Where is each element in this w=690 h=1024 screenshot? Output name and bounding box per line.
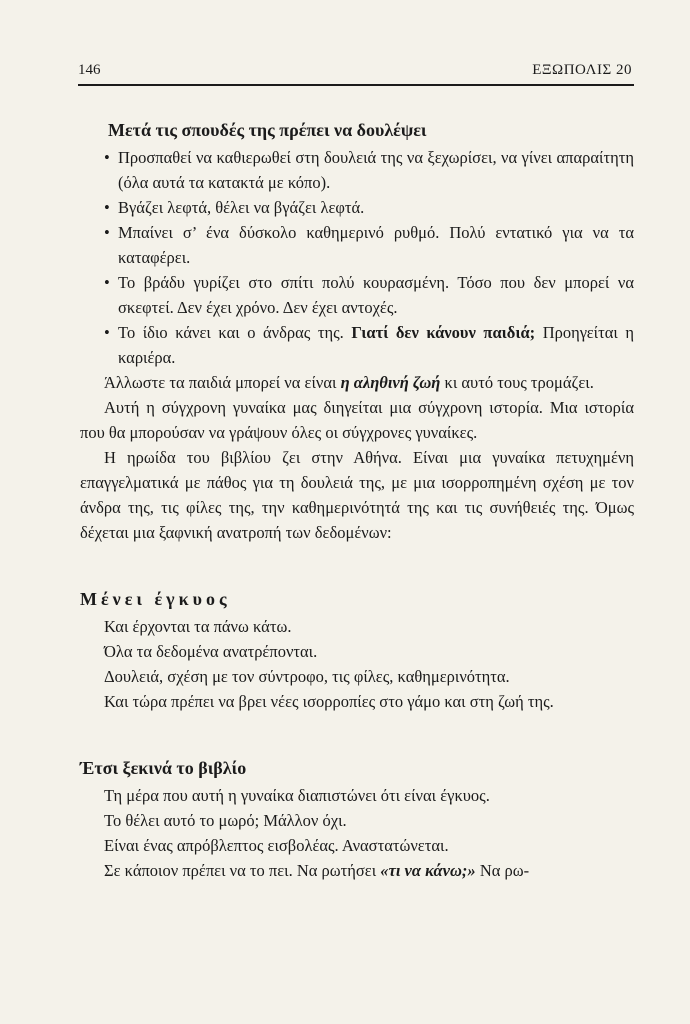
paragraph: Άλλωστε τα παιδιά μπορεί να είναι η αληθινή ζωή κι αυτό τους τρομάζει. [104, 373, 594, 392]
running-title: ΕΞΩΠΟΛΙΣ 20 [532, 62, 632, 78]
section-heading-studies: Μετά τις σπουδές της πρέπει να δουλέψει [108, 120, 427, 140]
text-line: Και έρχονται τα πάνω κάτω. [104, 617, 292, 636]
bullet-item: • Προσπαθεί να καθιερωθεί στη δουλειά της να ξεχωρίσει, να γίνει απαραίτητη (όλα αυτά τα κατακτά με κόπο). [80, 145, 634, 195]
bullet-icon: • [104, 198, 110, 217]
bullet-icon: • [104, 273, 110, 292]
text-line: Τη μέρα που αυτή η γυναίκα διαπιστώνει ότι είναι έγκυος. [104, 786, 490, 805]
text-line: Είναι ένας απρόβλεπτος εισβολέας. Αναστατώνεται. [104, 836, 449, 855]
emphasis: «τι να κάνω;» [380, 861, 476, 880]
text-line: Δουλειά, σχέση με τον σύντροφο, τις φίλες, καθημερινότητα. [104, 667, 510, 686]
section-heading-pregnant: Μένει έγκυος [80, 589, 231, 609]
emphasis: η αληθινή ζωή [340, 373, 441, 392]
text-line: Όλα τα δεδομένα ανατρέπονται. [104, 642, 318, 661]
bullet-item: • Το ίδιο κάνει και ο άνδρας της. Γιατί δεν κάνουν παιδιά; Προηγείται η καριέρα. [80, 320, 634, 370]
bullet-item: • Βγάζει λεφτά, θέλει να βγάζει λεφτά. [80, 195, 634, 220]
bullet-list [80, 145, 634, 370]
bullet-icon: • [104, 148, 110, 167]
page-header [78, 60, 634, 86]
bullet-icon: • [104, 223, 110, 242]
text-line: Σε κάποιον πρέπει να το πει. Να ρωτήσει «τι να κάνω;» Να ρω- [104, 861, 530, 880]
page-number: 146 [78, 62, 101, 78]
section-heading-book-start: Έτσι ξεκινά το βιβλίο [80, 758, 247, 778]
bullet-item: • Το βράδυ γυρίζει στο σπίτι πολύ κουρασμένη. Τόσο που δεν μπορεί να σκεφτεί. Δεν έχει χρόνο. Δεν έχει αντοχές. [80, 270, 634, 320]
paragraph: Η ηρωίδα του βιβλίου ζει στην Αθήνα. Είναι μια γυναίκα πετυχημένη επαγγελματικά με πάθος για τη δουλειά της, με μια ισορροπημένη σχέση με τον άνδρα της, τις φίλες της, την καθημερινότητά της και τις συνήθειές της. Όμως δέχεται μια ξαφνική ανατροπή των δεδομένων: [80, 448, 634, 542]
bullet-item: • Μπαίνει σ’ ένα δύσκολο καθημερινό ρυθμό. Πολύ εντατικό για να τα καταφέρει. [80, 220, 634, 270]
text-line: Το θέλει αυτό το μωρό; Μάλλον όχι. [104, 811, 347, 830]
text-line: Και τώρα πρέπει να βρει νέες ισορροπίες στο γάμο και στη ζωή της. [104, 692, 554, 711]
paragraph: Αυτή η σύγχρονη γυναίκα μας διηγείται μια σύγχρονη ιστορία. Μια ιστορία που θα μπορούσαν να γράψουν όλες οι σύγχρονες γυναίκες. [80, 398, 634, 442]
bullet-icon: • [104, 323, 110, 342]
bold-question: Γιατί δεν κάνουν παιδιά; [351, 323, 536, 342]
page-body [80, 118, 634, 883]
